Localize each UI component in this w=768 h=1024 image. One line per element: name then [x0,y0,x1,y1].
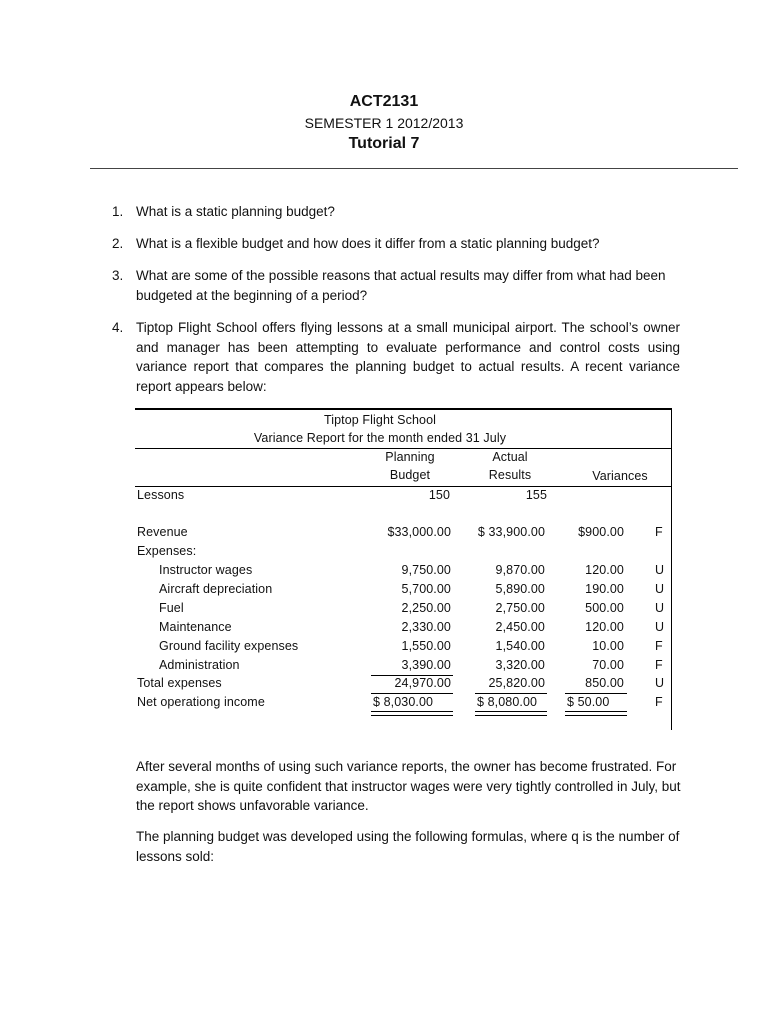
expense-label: Administration [159,658,240,672]
total-underline [475,693,547,694]
variance-report-table [135,408,672,730]
expense-variance: 120.00 [585,563,624,577]
net-double-underline [475,711,547,716]
lessons-planning: 150 [428,488,450,502]
expense-actual: 1,540.00 [495,639,545,653]
total-planning: 24,970.00 [394,676,451,690]
expense-flag: F [655,658,663,672]
paragraph: The planning budget was developed using the following formulas, where q is the number of lessons sold: [136,829,680,864]
question-text: What is a static planning budget? [136,204,335,219]
expense-actual: 3,320.00 [495,658,545,672]
row-label-total-expenses: Total expenses [137,676,222,690]
question-number: 4. [112,320,124,335]
row-label-net-operating-income: Net operationg income [137,695,265,709]
row-label-lessons: Lessons [137,488,185,502]
semester: SEMESTER 1 2012/2013 [304,115,464,131]
col-header-budget: Budget [389,468,431,482]
total-underline [371,693,453,694]
total-variance: 850.00 [585,676,624,690]
revenue-actual: $ 33,900.00 [477,525,545,539]
expense-label: Maintenance [159,620,232,634]
expense-flag: F [655,639,663,653]
expense-actual: 9,870.00 [495,563,545,577]
question-text: What is a flexible budget and how does it differ from a static planning budget? [136,236,600,251]
table-rule [135,486,671,487]
expense-label: Instructor wages [159,563,253,577]
net-actual: $ 8,080.00 [477,695,538,709]
expense-flag: U [655,563,665,577]
revenue-planning: $33,000.00 [387,525,451,539]
question-text: What are some of the possible reasons that actual results may differ from what had been budgeted at the beginning of a period? [136,268,666,303]
expense-actual: 5,890.00 [495,582,545,596]
row-label-revenue: Revenue [137,525,188,539]
net-flag: F [655,695,663,709]
expense-variance: 10.00 [592,639,624,653]
expense-variance: 190.00 [585,582,624,596]
expense-planning: 5,700.00 [401,582,451,596]
col-header-results: Results [488,468,532,482]
expense-actual: 2,750.00 [495,601,545,615]
question-number: 2. [112,236,124,251]
total-actual: 25,820.00 [488,676,545,690]
report-title: Tiptop Flight School [323,413,436,427]
expense-actual: 2,450.00 [495,620,545,634]
table-rule [135,448,671,449]
report-subtitle: Variance Report for the month ended 31 July [253,431,507,445]
expense-planning: 3,390.00 [401,658,451,672]
expense-planning: 1,550.00 [401,639,451,653]
question-number: 1. [112,204,124,219]
page-title: Tutorial 7 [348,135,420,152]
course-code: ACT2131 [349,93,419,110]
revenue-variance: $900.00 [578,525,624,539]
net-double-underline [565,711,627,716]
expense-variance: 70.00 [592,658,624,672]
question-text: Tiptop Flight School offers flying lessons at a small municipal airport. The school’s owner and manager has been attempting to evaluate performance and control costs using variance report that compares the planning budget to actual results. A recent variance report appears below: [136,320,680,394]
paragraph: After several months of using such variance reports, the owner has become frustrated. For example, she is quite confident that instructor wages were very tightly controlled in July, but the report shows unfavorable variance. [136,759,681,813]
expense-planning: 9,750.00 [401,563,451,577]
col-header-variances: Variances [592,469,648,483]
col-header-actual: Actual [492,450,528,464]
total-underline [565,693,627,694]
expense-label: Fuel [159,601,184,615]
lessons-actual: 155 [525,488,547,502]
question-number: 3. [112,268,124,283]
net-variance: $ 50.00 [567,695,610,709]
expense-label: Aircraft depreciation [159,582,273,596]
total-flag: U [655,676,665,690]
expense-variance: 500.00 [585,601,624,615]
header-divider [90,168,738,169]
revenue-flag: F [655,525,663,539]
expense-label: Ground facility expenses [159,639,299,653]
expense-flag: U [655,620,665,634]
expense-planning: 2,330.00 [401,620,451,634]
expense-flag: U [655,601,665,615]
net-planning: $ 8,030.00 [373,695,434,709]
net-double-underline [371,711,453,716]
row-label-expenses: Expenses: [137,544,197,558]
expense-planning: 2,250.00 [401,601,451,615]
expense-variance: 120.00 [585,620,624,634]
col-header-planning: Planning [385,450,435,464]
expense-flag: U [655,582,665,596]
